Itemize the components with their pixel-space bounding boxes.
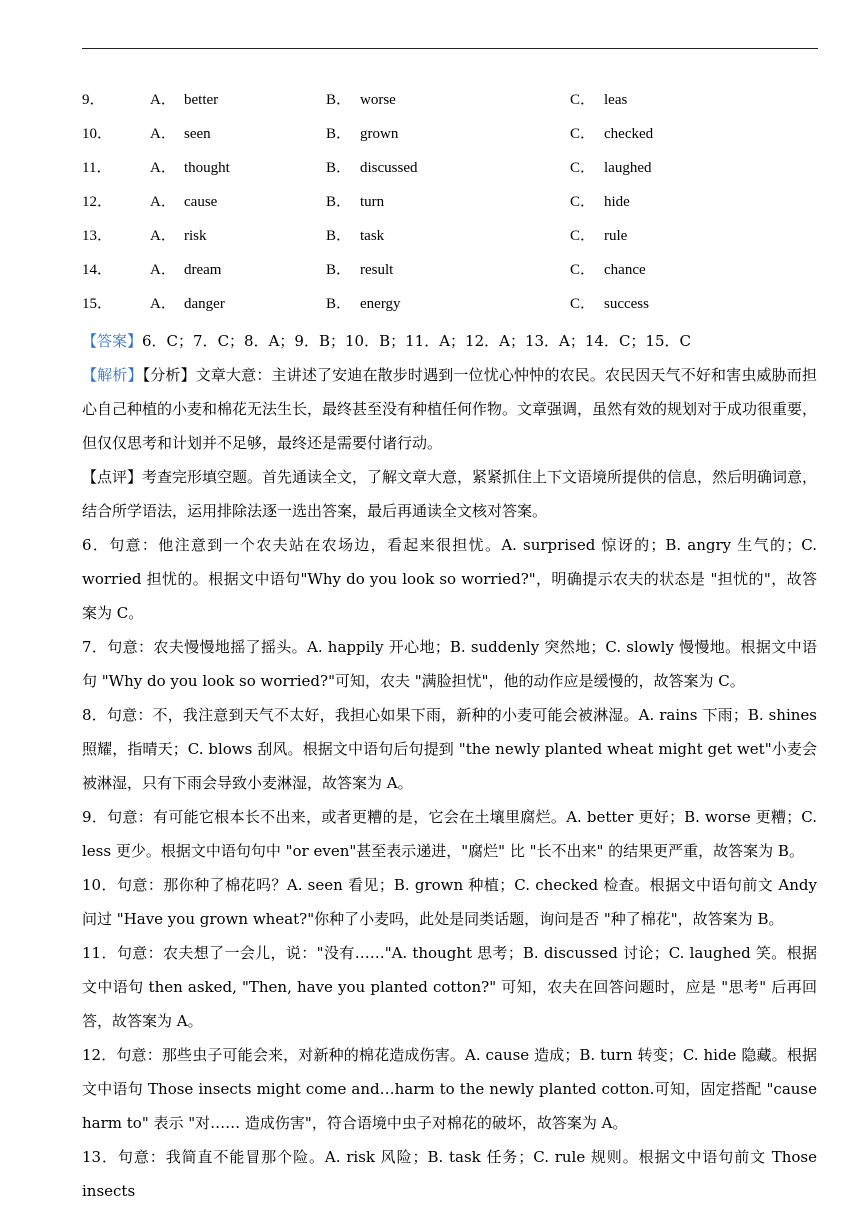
option-row bbox=[82, 223, 822, 257]
option-b bbox=[326, 223, 570, 257]
answer-tag: 【答案】 bbox=[82, 332, 143, 350]
option-letter: C． bbox=[570, 92, 596, 108]
option-b bbox=[326, 257, 570, 291]
option-b bbox=[326, 189, 570, 223]
option-word: result bbox=[360, 262, 394, 278]
option-word: energy bbox=[360, 296, 401, 312]
explanation-paragraph: 13．句意：我简直不能冒那个险。A. risk 风险；B. task 任务；C. rule 规则。根据文中语句前文 Those insects bbox=[82, 1148, 817, 1200]
option-letter: B． bbox=[326, 262, 352, 278]
option-row bbox=[82, 121, 822, 155]
option-word: hide bbox=[604, 194, 630, 210]
explanation-paragraph: 9．句意：有可能它根本长不出来，或者更糟的是，它会在土壤里腐烂。A. better 更好；B. worse 更糟；C. less 更少。根据文中语句句中 "or even"甚至表示递进，"腐烂" 比 "长不出来" 的结果更严重，故答案为 B。 bbox=[82, 808, 817, 860]
analysis-tag: 【解析】 bbox=[82, 366, 143, 384]
option-letter: A． bbox=[150, 160, 176, 176]
option-letter: A． bbox=[150, 194, 176, 210]
option-letter: A． bbox=[150, 228, 176, 244]
option-a bbox=[82, 257, 326, 291]
option-word: chance bbox=[604, 262, 646, 278]
option-c bbox=[570, 223, 810, 257]
option-letter: B． bbox=[326, 228, 352, 244]
option-row bbox=[82, 87, 822, 121]
question-number: 11． bbox=[82, 160, 112, 176]
option-word: rule bbox=[604, 228, 628, 244]
question-number: 9． bbox=[82, 92, 105, 108]
option-word: discussed bbox=[360, 160, 418, 176]
option-word: danger bbox=[184, 296, 225, 312]
option-letter: B． bbox=[326, 126, 352, 142]
option-word: laughed bbox=[604, 160, 652, 176]
option-a bbox=[82, 291, 326, 325]
option-row bbox=[82, 155, 822, 189]
option-c bbox=[570, 291, 810, 325]
option-letter: A． bbox=[150, 296, 176, 312]
option-word: dream bbox=[184, 262, 222, 278]
option-word: task bbox=[360, 228, 385, 244]
question-number: 15． bbox=[82, 296, 113, 312]
analysis-paragraph bbox=[82, 358, 817, 460]
option-row bbox=[82, 291, 822, 325]
option-c bbox=[570, 189, 810, 223]
option-c bbox=[570, 87, 810, 121]
option-letter: A． bbox=[150, 262, 176, 278]
option-word: worse bbox=[360, 92, 396, 108]
solution-section bbox=[82, 324, 817, 1208]
option-word: better bbox=[184, 92, 219, 108]
option-a bbox=[82, 155, 326, 189]
option-c bbox=[570, 257, 810, 291]
option-letter: C． bbox=[570, 126, 596, 142]
option-letter: A． bbox=[150, 92, 176, 108]
option-word: success bbox=[604, 296, 649, 312]
option-b bbox=[326, 121, 570, 155]
option-b bbox=[326, 155, 570, 189]
option-letter: B． bbox=[326, 92, 352, 108]
option-a bbox=[82, 121, 326, 155]
comment-paragraph: 【点评】考查完形填空题。首先通读全文，了解文章大意，紧紧抓住上下文语境所提供的信息，然后明确词意，结合所学语法，运用排除法逐一选出答案，最后再通读全文核对答案。 bbox=[82, 468, 818, 520]
option-word: checked bbox=[604, 126, 654, 142]
option-row bbox=[82, 257, 822, 291]
explanation-paragraph: 12．句意：那些虫子可能会来，对新种的棉花造成伤害。A. cause 造成；B. turn 转变；C. hide 隐藏。根据文中语句 Those insects might come and…harm to the newly planted cotton.可知，固定搭配 "cause harm to" 表示 "对…… 造成伤害"，符合语境中虫子对棉花的破坏，故答案为 A。 bbox=[82, 1046, 817, 1132]
option-word: seen bbox=[184, 126, 211, 142]
header-divider bbox=[82, 48, 818, 49]
option-c bbox=[570, 121, 810, 155]
question-number: 10． bbox=[82, 126, 113, 142]
option-letter: C． bbox=[570, 228, 596, 244]
option-word: risk bbox=[184, 228, 207, 244]
options-table bbox=[82, 87, 822, 325]
explanation-paragraph: 8．句意：不，我注意到天气不太好，我担心如果下雨，新种的小麦可能会被淋湿。A. rains 下雨；B. shines 照耀，指晴天；C. blows 刮风。根据文中语句后句提到 "the newly planted wheat might get wet"小麦会被淋湿，只有下雨会导致小麦淋湿，故答案为 A。 bbox=[82, 706, 817, 792]
option-word: grown bbox=[360, 126, 399, 142]
explanation-paragraph: 6．句意：他注意到一个农夫站在农场边，看起来很担忧。A. surprised 惊讶的；B. angry 生气的；C. worried 担忧的。根据文中语句"Why do you look so worried?"，明确提示农夫的状态是 "担忧的"，故答案为 C。 bbox=[82, 536, 817, 622]
option-letter: C． bbox=[570, 262, 596, 278]
answer-text: 6．C；7．C；8．A；9．B；10．B；11．A；12．A；13．A；14．C；15．C bbox=[142, 332, 691, 350]
option-letter: C． bbox=[570, 160, 596, 176]
option-letter: B． bbox=[326, 160, 352, 176]
option-row bbox=[82, 189, 822, 223]
explanation-paragraph: 7．句意：农夫慢慢地摇了摇头。A. happily 开心地；B. suddenly 突然地；C. slowly 慢慢地。根据文中语句 "Why do you look so worried?"可知，农夫 "满脸担忧"，他的动作应是缓慢的，故答案为 C。 bbox=[82, 638, 817, 690]
option-letter: C． bbox=[570, 194, 596, 210]
explanation-paragraph: 11．句意：农夫想了一会儿，说："没有……"A. thought 思考；B. discussed 讨论；C. laughed 笑。根据文中语句 then asked, "Then, have you planted cotton?" 可知，农夫在回答问题时，应是 "思考" 后再回答，故答案为 A。 bbox=[82, 944, 817, 1030]
answer-paragraph bbox=[82, 324, 817, 358]
question-number: 13． bbox=[82, 228, 113, 244]
option-a bbox=[82, 223, 326, 257]
option-word: leas bbox=[604, 92, 628, 108]
analysis-text: 【分析】文章大意：主讲述了安迪在散步时遇到一位忧心忡忡的农民。农民因天气不好和害虫威胁而担心自己种植的小麦和棉花无法生长，最终甚至没有种植任何作物。文章强调，虽然有效的规划对于成功很重要，但仅仅思考和计划并不足够，最终还是需要付诸行动。 bbox=[82, 366, 818, 452]
option-letter: C． bbox=[570, 296, 596, 312]
question-number: 12． bbox=[82, 194, 113, 210]
option-a bbox=[82, 87, 326, 121]
explanation-paragraph: 10．句意：那你种了棉花吗？A. seen 看见；B. grown 种植；C. checked 检查。根据文中语句前文 Andy 问过 "Have you grown wheat?"你种了小麦吗，此处是同类话题，询问是否 "种了棉花"，故答案为 B。 bbox=[82, 876, 817, 928]
question-number: 14． bbox=[82, 262, 113, 278]
option-letter: B． bbox=[326, 194, 352, 210]
option-letter: B． bbox=[326, 296, 352, 312]
option-letter: A． bbox=[150, 126, 176, 142]
option-word: thought bbox=[184, 160, 230, 176]
option-c bbox=[570, 155, 810, 189]
option-b bbox=[326, 291, 570, 325]
option-word: turn bbox=[360, 194, 385, 210]
option-b bbox=[326, 87, 570, 121]
option-a bbox=[82, 189, 326, 223]
option-word: cause bbox=[184, 194, 218, 210]
